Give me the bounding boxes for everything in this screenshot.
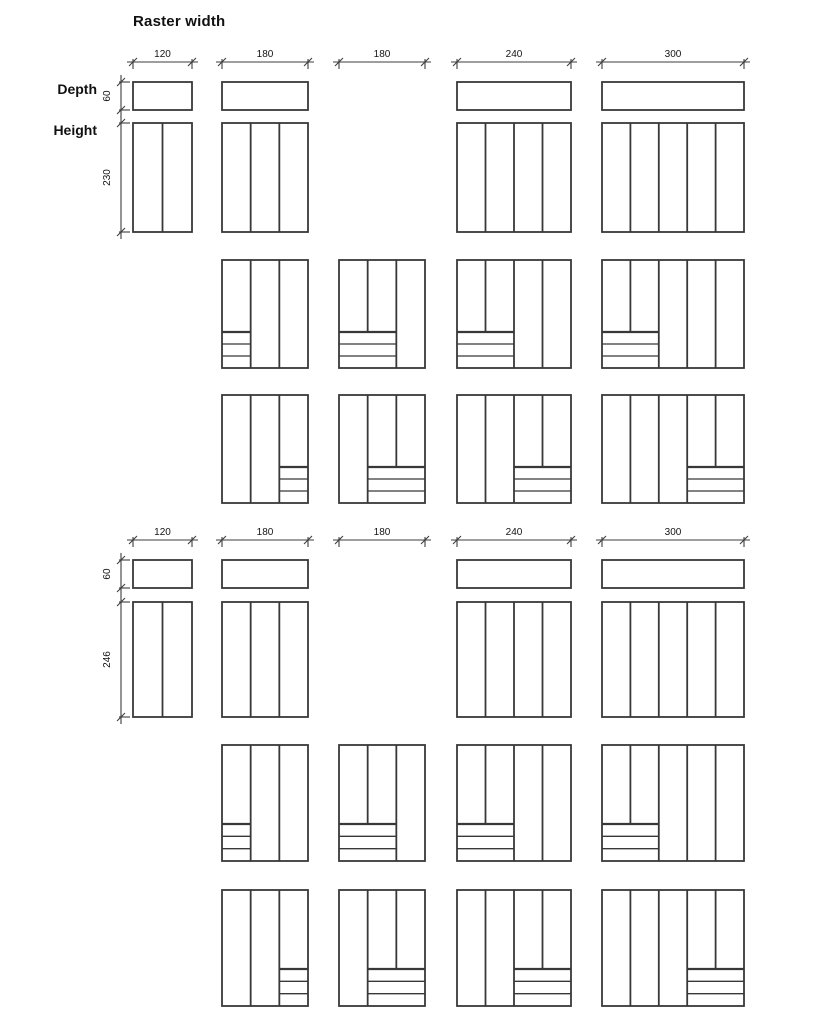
width-dimension-value: 240	[505, 527, 523, 538]
depth-label: Depth	[57, 81, 97, 97]
height-dimension	[102, 595, 130, 724]
tall-cabinet-300	[602, 602, 744, 717]
width-dimension-180	[333, 49, 431, 69]
width-dimension-value: 180	[256, 527, 274, 538]
height-dimension-value: 246	[102, 651, 113, 668]
cabinet-outline	[339, 890, 425, 1006]
width-dimension-180	[216, 49, 314, 69]
cabinet-outline	[222, 745, 308, 861]
width-dimension-value: 120	[154, 527, 171, 538]
width-dimension-120	[127, 527, 198, 547]
cabinet-drawers-right-180	[339, 395, 425, 503]
width-dimension-value: 300	[664, 49, 682, 60]
depth-box-240	[457, 560, 571, 588]
cabinet-outline	[602, 890, 744, 1006]
tall-cabinet-180	[222, 123, 308, 232]
height-dimension-value: 230	[102, 169, 113, 186]
depth-box-120	[133, 82, 192, 110]
page-title: Raster width	[133, 13, 226, 30]
tall-cabinet-300	[602, 123, 744, 232]
cabinet-outline	[339, 395, 425, 503]
cabinet-outline	[602, 123, 744, 232]
tall-cabinet-120	[133, 602, 192, 717]
cabinet-drawers-right-300	[602, 890, 744, 1006]
cabinet-outline	[602, 745, 744, 861]
width-dimension-240	[451, 527, 577, 547]
width-dimension-180	[333, 527, 431, 547]
height-dimension-value: 60	[102, 568, 113, 580]
cabinet-outline	[602, 395, 744, 503]
cabinet-drawers-left-180	[222, 260, 308, 368]
cabinet-drawers-left-180	[339, 260, 425, 368]
width-dimension-value: 180	[373, 527, 391, 538]
section-height-230	[102, 49, 750, 503]
width-dimension-120	[127, 49, 198, 69]
width-dimension-value: 240	[505, 49, 523, 60]
tall-cabinet-120	[133, 123, 192, 232]
cabinet-drawers-left-240	[457, 260, 571, 368]
cabinet-outline	[339, 745, 425, 861]
depth-dimension	[102, 553, 130, 595]
cabinet-drawers-right-180	[339, 890, 425, 1006]
depth-box-300	[602, 82, 744, 110]
cabinet-outline	[222, 395, 308, 503]
width-dimension-240	[451, 49, 577, 69]
cabinet-drawers-right-300	[602, 395, 744, 503]
section-height-246	[102, 527, 750, 1006]
tall-cabinet-240	[457, 602, 571, 717]
width-dimension-180	[216, 527, 314, 547]
tall-cabinet-180	[222, 602, 308, 717]
width-dimension-value: 120	[154, 49, 171, 60]
cabinet-drawers-right-240	[457, 395, 571, 503]
tall-cabinet-240	[457, 123, 571, 232]
depth-box-180	[222, 82, 308, 110]
cabinet-drawers-left-300	[602, 745, 744, 861]
cabinet-outline	[339, 260, 425, 368]
cabinet-drawers-right-240	[457, 890, 571, 1006]
depth-box-240	[457, 82, 571, 110]
width-dimension-300	[596, 527, 750, 547]
cabinet-drawers-left-180	[222, 745, 308, 861]
width-dimension-value: 300	[664, 527, 682, 538]
cabinet-drawers-right-180	[222, 395, 308, 503]
depth-box-180	[222, 560, 308, 588]
width-dimension-value: 180	[256, 49, 274, 60]
cabinet-outline	[602, 602, 744, 717]
depth-dimension	[102, 75, 130, 117]
height-dimension	[102, 116, 130, 239]
cabinet-outline	[222, 260, 308, 368]
cabinet-drawers-left-240	[457, 745, 571, 861]
depth-box-120	[133, 560, 192, 588]
cabinet-outline	[222, 602, 308, 717]
cabinet-drawers-right-180	[222, 890, 308, 1006]
depth-box-300	[602, 560, 744, 588]
width-dimension-value: 180	[373, 49, 391, 60]
cabinet-outline	[222, 890, 308, 1006]
width-dimension-300	[596, 49, 750, 69]
cabinet-drawers-left-180	[339, 745, 425, 861]
cabinet-drawers-left-300	[602, 260, 744, 368]
cabinet-outline	[602, 260, 744, 368]
cabinet-outline	[222, 123, 308, 232]
height-label: Height	[53, 122, 97, 138]
height-dimension-value: 60	[102, 90, 113, 102]
